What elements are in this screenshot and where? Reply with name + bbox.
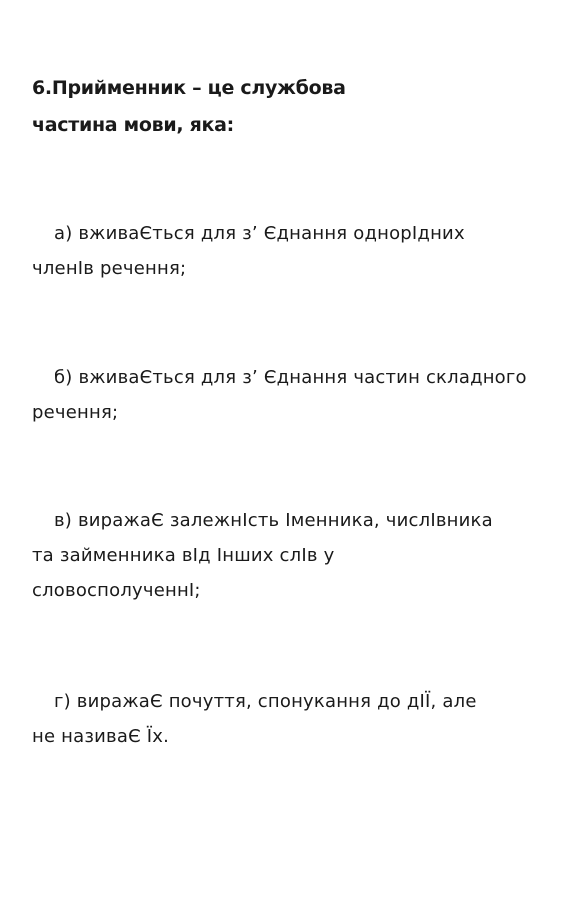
answer-option-d: г) виражаЄ почуття, спонукання до дІЇ, але не називаЄ Їх.	[32, 691, 477, 747]
answer-option-b: б) вживаЄться для з’ Єднання частин складного речення;	[32, 367, 527, 423]
answer-option-c: в) виражаЄ залежнІсть Іменника, числІвника та займенника вІд Інших слІв у словосполученнІ;	[32, 510, 493, 601]
question-text: 6.Прийменник – це службова частина мови, яка:	[32, 77, 346, 136]
answer-option-a: а) вживаЄться для з’ Єднання однорІдних членІв речення;	[32, 223, 465, 279]
